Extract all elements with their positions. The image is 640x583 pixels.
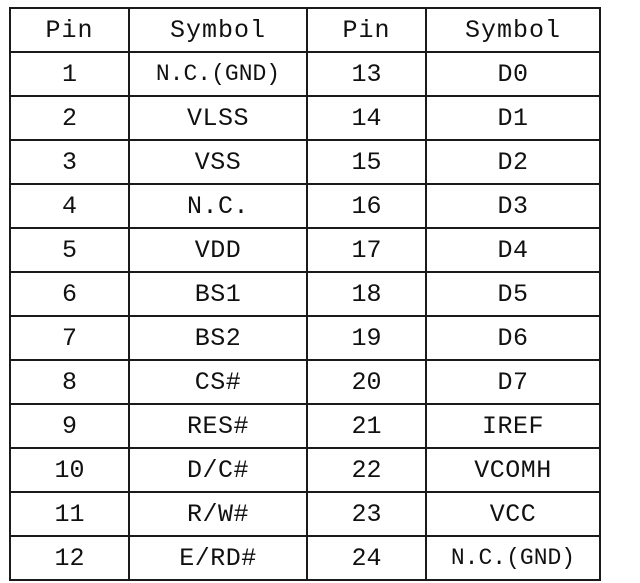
table-row [10, 52, 600, 96]
pin-number-cell: 2 [10, 96, 129, 140]
pin-number-cell: 15 [307, 140, 426, 184]
pin-symbol-cell: R/W# [129, 492, 307, 536]
pin-number-cell: 23 [307, 492, 426, 536]
pin-symbol-cell: IREF [426, 404, 600, 448]
pin-symbol-cell: CS# [129, 360, 307, 404]
pin-symbol-cell: D6 [426, 316, 600, 360]
pin-symbol-cell: BS1 [129, 272, 307, 316]
header-pin-left: Pin [10, 8, 129, 52]
pin-assignment-table [9, 7, 601, 581]
pin-symbol-cell: D1 [426, 96, 600, 140]
pin-number-cell: 3 [10, 140, 129, 184]
pin-number-cell: 24 [307, 536, 426, 580]
pin-symbol-cell: VCOMH [426, 448, 600, 492]
pin-symbol-cell: N.C.(GND) [129, 52, 307, 96]
pin-number-cell: 1 [10, 52, 129, 96]
table-row [10, 404, 600, 448]
pin-number-cell: 9 [10, 404, 129, 448]
table-body [10, 52, 600, 580]
header-symbol-right: Symbol [426, 8, 600, 52]
pin-number-cell: 17 [307, 228, 426, 272]
pin-number-cell: 19 [307, 316, 426, 360]
pin-symbol-cell: D2 [426, 140, 600, 184]
table-row [10, 96, 600, 140]
pin-symbol-cell: VLSS [129, 96, 307, 140]
pin-symbol-cell: VCC [426, 492, 600, 536]
pin-number-cell: 6 [10, 272, 129, 316]
pin-symbol-cell: VDD [129, 228, 307, 272]
table-header-row [10, 8, 600, 52]
table-row [10, 272, 600, 316]
pin-number-cell: 10 [10, 448, 129, 492]
header-pin-right: Pin [307, 8, 426, 52]
table-row [10, 448, 600, 492]
pin-symbol-cell: BS2 [129, 316, 307, 360]
table-row [10, 140, 600, 184]
pin-number-cell: 8 [10, 360, 129, 404]
pin-symbol-cell: D7 [426, 360, 600, 404]
table-row [10, 316, 600, 360]
pin-symbol-cell: D/C# [129, 448, 307, 492]
pin-number-cell: 13 [307, 52, 426, 96]
pin-symbol-cell: VSS [129, 140, 307, 184]
header-symbol-left: Symbol [129, 8, 307, 52]
pin-number-cell: 21 [307, 404, 426, 448]
pin-symbol-cell: D5 [426, 272, 600, 316]
pin-number-cell: 5 [10, 228, 129, 272]
pin-symbol-cell: D3 [426, 184, 600, 228]
pin-number-cell: 11 [10, 492, 129, 536]
pin-symbol-cell: RES# [129, 404, 307, 448]
pin-number-cell: 7 [10, 316, 129, 360]
pin-number-cell: 4 [10, 184, 129, 228]
table-row [10, 492, 600, 536]
table-row [10, 184, 600, 228]
table-row [10, 536, 600, 580]
pin-number-cell: 18 [307, 272, 426, 316]
table-row [10, 360, 600, 404]
pin-number-cell: 20 [307, 360, 426, 404]
pin-number-cell: 14 [307, 96, 426, 140]
pin-symbol-cell: N.C.(GND) [426, 536, 600, 580]
pin-symbol-cell: D0 [426, 52, 600, 96]
pin-number-cell: 22 [307, 448, 426, 492]
pin-number-cell: 16 [307, 184, 426, 228]
pin-symbol-cell: N.C. [129, 184, 307, 228]
table-row [10, 228, 600, 272]
pin-number-cell: 12 [10, 536, 129, 580]
pin-symbol-cell: D4 [426, 228, 600, 272]
pin-symbol-cell: E/RD# [129, 536, 307, 580]
